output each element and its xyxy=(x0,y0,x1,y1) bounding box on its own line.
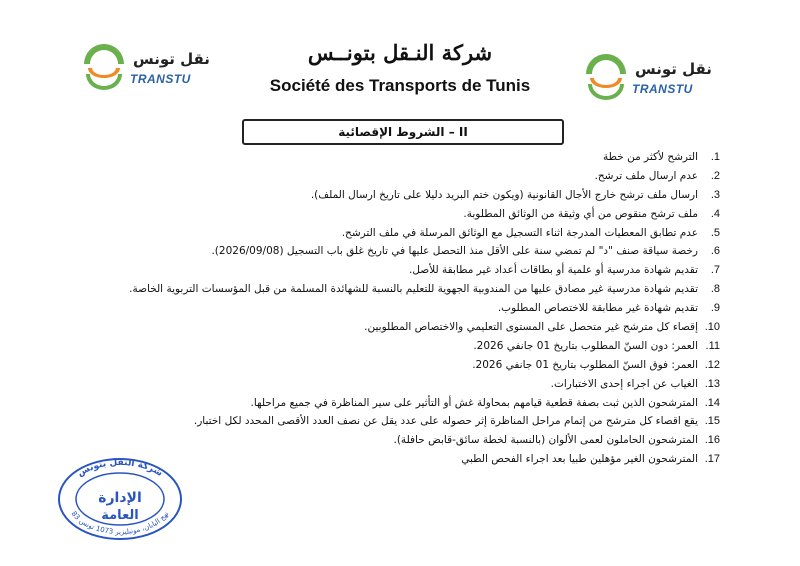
exclusion-conditions-list xyxy=(129,148,720,469)
condition-item xyxy=(160,394,720,413)
condition-item xyxy=(129,280,720,299)
condition-text: تقديم شهادة غير مطابقة للاختصاص المطلوب. xyxy=(497,302,698,315)
condition-text: المترشحون الغير مؤهلين طبيا بعد اجراء الفحص الطبي xyxy=(461,453,698,466)
condition-text: العمر: دون السنّ المطلوب بتاريخ 01 جانفي 2026. xyxy=(473,339,698,352)
condition-item xyxy=(160,167,720,186)
condition-number: .10 xyxy=(704,321,720,334)
condition-number: .9 xyxy=(710,302,720,315)
condition-item xyxy=(160,205,720,224)
company-name-arabic: شركة النـقل بتونــس xyxy=(307,40,493,65)
condition-number: .15 xyxy=(704,415,720,428)
condition-item xyxy=(160,186,720,205)
condition-text: رخصة سياقة صنف "د" لم تمضي سنة على الأقل منذ التحصل عليها في تاريخ غلق باب التسجيل (2026/09/08). xyxy=(211,245,698,258)
condition-item xyxy=(160,261,720,280)
condition-text: عدم ارسال ملف ترشح. xyxy=(594,169,698,182)
condition-text: الترشح لأكثر من خطة xyxy=(603,151,698,163)
condition-text: تقديم شهادة مدرسية غير مصادق عليها من المندوبية الجهوية للتعليم بالنسبة للشهائدة المسلمة من قبل المؤسسات التربوية الخاصة. xyxy=(129,283,698,296)
condition-text: العمر: فوق السنّ المطلوب بتاريخ 01 جانفي 2026. xyxy=(472,358,698,371)
condition-item xyxy=(160,299,720,318)
section-title: II – الشروط الإقصائية xyxy=(242,119,564,145)
condition-item xyxy=(160,337,720,356)
condition-item xyxy=(160,450,720,469)
condition-text: الغياب عن اجراء إحدى الاختبارات. xyxy=(550,377,698,390)
logo-latin-name: TRANSTU xyxy=(130,72,191,86)
condition-item xyxy=(160,375,720,394)
condition-number: .7 xyxy=(710,264,720,277)
condition-number: .1 xyxy=(710,151,720,163)
condition-number: .16 xyxy=(704,434,720,447)
condition-item xyxy=(160,412,720,431)
company-name-french: Société des Transports de Tunis xyxy=(269,76,531,95)
condition-number: .6 xyxy=(710,245,720,258)
logo-latin-name: TRANSTU xyxy=(632,82,693,96)
condition-number: .17 xyxy=(704,453,720,466)
condition-text: تقديم شهادة مدرسية أو علمية أو بطاقات أعداد غير مطابقة للأصل. xyxy=(409,264,698,277)
condition-item xyxy=(160,242,720,261)
svg-text:83 نهج اليابان، مونبليزير 1073: 83 نهج اليابان، مونبليزير 1073 تونس xyxy=(69,509,171,537)
condition-item xyxy=(160,224,720,243)
condition-number: .4 xyxy=(710,207,720,220)
condition-text: ارسال ملف ترشح خارج الأجال القانونية (ويكون ختم البريد دليلا على تاريخ ارسال الملف). xyxy=(310,188,698,201)
condition-number: .8 xyxy=(710,283,720,296)
condition-text: عدم تطابق المعطيات المدرجة اثناء التسجيل مع الوثائق المرسلة في ملف الترشح. xyxy=(341,226,698,239)
condition-number: .2 xyxy=(710,169,720,182)
svg-text:شركة النقل بتونس: شركة النقل بتونس xyxy=(76,457,164,479)
condition-item xyxy=(160,148,720,167)
condition-number: .3 xyxy=(710,188,720,201)
condition-number: .5 xyxy=(710,226,720,239)
condition-number: .14 xyxy=(704,396,720,409)
condition-item xyxy=(160,431,720,450)
logo-arabic-name: نقل تونس xyxy=(635,60,712,78)
condition-text: ملف ترشح منقوص من أي وثيقة من الوثائق المطلوبة. xyxy=(463,207,698,220)
condition-number: .12 xyxy=(704,358,720,371)
condition-item xyxy=(160,356,720,375)
logo-arabic-name: نقل تونس xyxy=(133,50,210,68)
stamp-line-1: الإدارة xyxy=(98,490,142,506)
condition-text: المترشحون الذين ثبت بصفة قطعية قيامهم بمحاولة غش أو التأثير على سير المناظرة في جميع مراحلها. xyxy=(250,396,698,409)
stamp-line-2: العامة xyxy=(101,508,139,523)
condition-number: .13 xyxy=(704,377,720,390)
condition-text: المترشحون الحاملون لعمى الألوان (بالنسبة لخطة سائق-قابض حافلة). xyxy=(393,434,698,447)
condition-text: إقصاء كل مترشح غير متحصل على المستوى التعليمي والاختصاص المطلوبين. xyxy=(364,321,698,334)
condition-text: يقع اقصاء كل مترشح من إتمام مراحل المناظرة إثر حصوله على عدد يقل عن نصف العدد الأقصى المحدد لكل اختبار. xyxy=(193,415,698,428)
condition-number: .11 xyxy=(705,339,720,352)
condition-item xyxy=(160,318,720,337)
official-stamp xyxy=(56,456,184,542)
